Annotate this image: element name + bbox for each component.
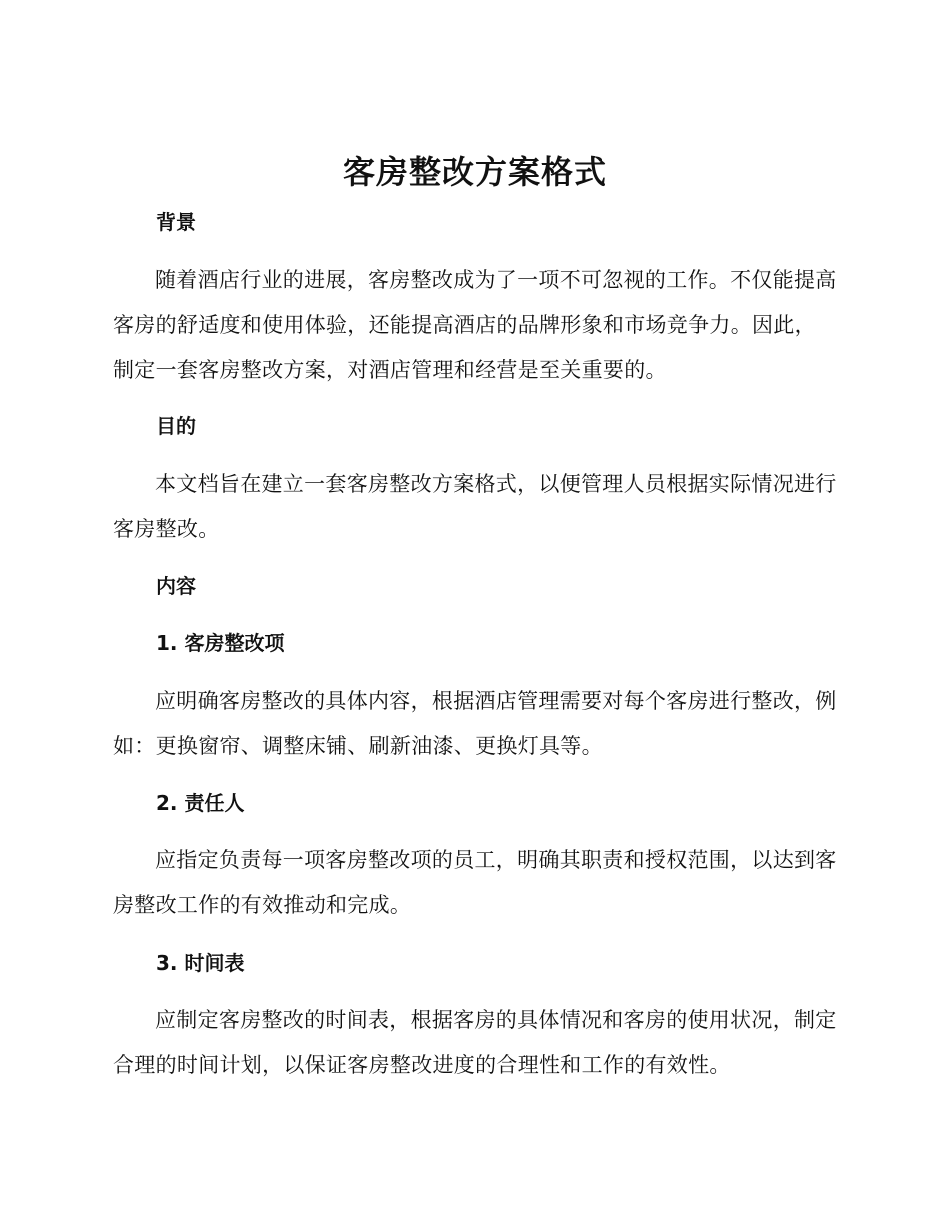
section-heading-background: 背景 — [156, 210, 196, 234]
item-heading-responsible: 2. 责任人 — [156, 791, 245, 815]
section-text-purpose: 本文档旨在建立一套客房整改方案格式，以便管理人员根据实际情况进行客房整改。 — [113, 472, 837, 541]
section-text-background: 随着酒店行业的进展，客房整改成为了一项不可忽视的工作。不仅能提高客房的舒适度和使用体验，还能提高酒店的品牌形象和市场竞争力。因此，制定一套客房整改方案，对酒店管理和经营是至关重要的。 — [113, 268, 837, 382]
item-text-responsible: 应指定负责每一项客房整改项的员工，明确其职责和授权范围，以达到客房整改工作的有效推动和完成。 — [113, 848, 837, 917]
item-text-rooms: 应明确客房整改的具体内容，根据酒店管理需要对每个客房进行整改，例如：更换窗帘、调整床铺、刷新油漆、更换灯具等。 — [113, 689, 837, 758]
item-text-schedule: 应制定客房整改的时间表，根据客房的具体情况和客房的使用状况，制定合理的时间计划，以保证客房整改进度的合理性和工作的有效性。 — [113, 1008, 837, 1077]
section-heading-content: 内容 — [156, 574, 196, 598]
document-title: 客房整改方案格式 — [342, 153, 607, 191]
item-heading-rooms: 1. 客房整改项 — [156, 631, 285, 655]
item-heading-schedule: 3. 时间表 — [156, 951, 245, 975]
section-heading-purpose: 目的 — [156, 414, 196, 438]
